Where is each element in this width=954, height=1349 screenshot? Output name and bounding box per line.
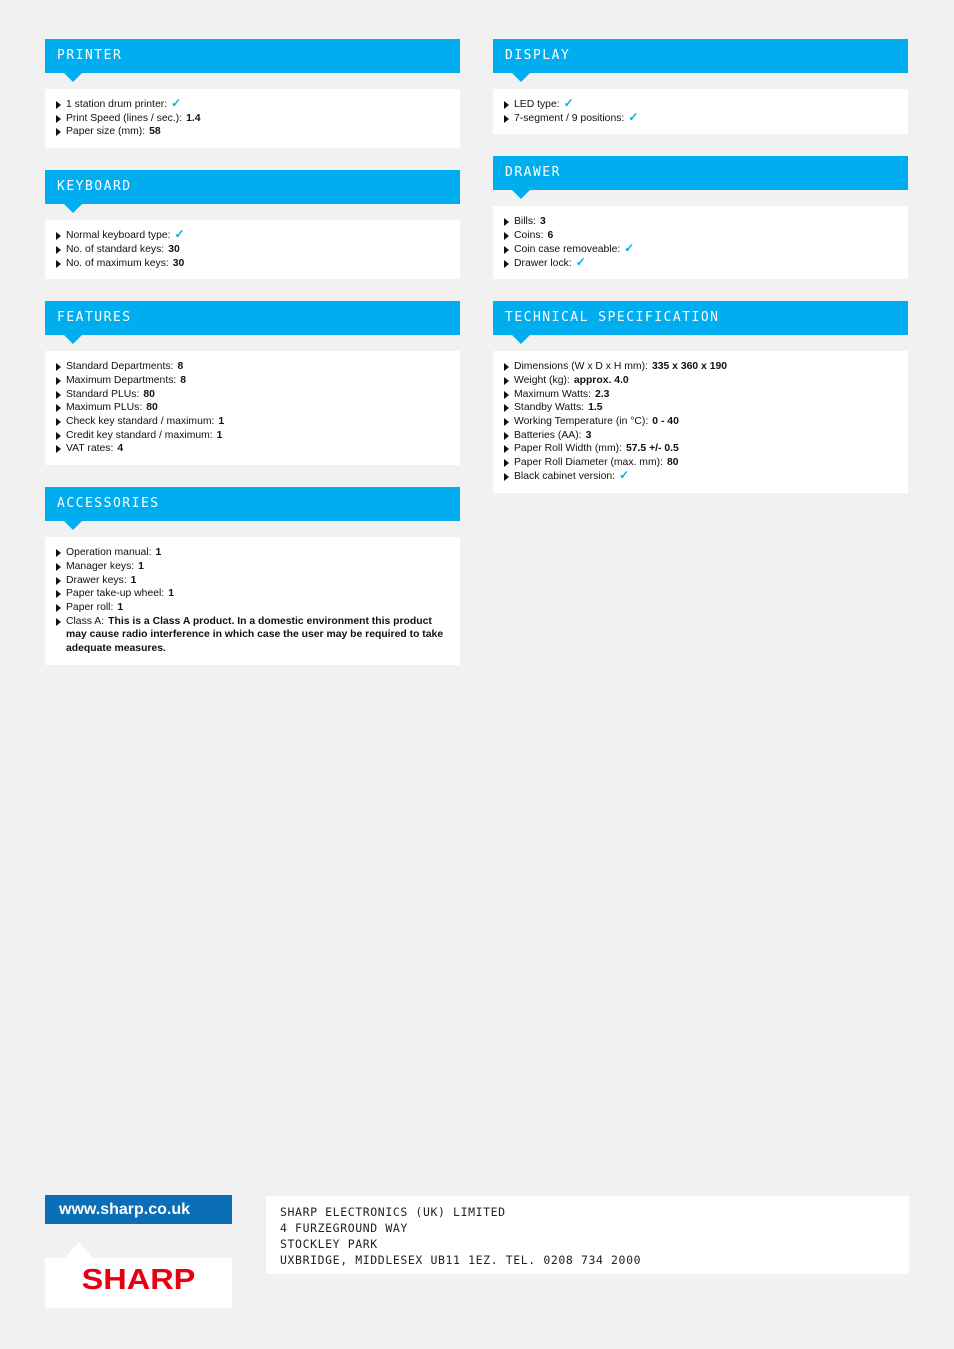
bullet-arrow-icon [56, 232, 61, 240]
bullet-arrow-icon [504, 232, 509, 240]
spec-value: 2.3 [594, 388, 610, 400]
spec-label: 7-segment / 9 positions: [514, 112, 625, 124]
spec-value: 1 [155, 547, 162, 559]
section-body [45, 220, 460, 279]
spec-item [503, 415, 898, 429]
spec-item [55, 388, 450, 402]
spec-value: 8 [180, 374, 187, 386]
spec-item [55, 574, 450, 588]
section-header: DISPLAY [493, 39, 908, 73]
spec-label: Standard PLUs: [66, 388, 140, 400]
section-body [45, 351, 460, 465]
section-header: PRINTER [45, 39, 460, 73]
spec-label: Drawer keys: [66, 574, 127, 586]
bullet-arrow-icon [504, 418, 509, 426]
spec-item [55, 125, 450, 139]
sharp-logo [45, 1258, 232, 1308]
bullet-arrow-icon [504, 246, 509, 254]
spec-value: 3 [585, 429, 592, 441]
spec-item [503, 401, 898, 415]
spec-value: 1.4 [186, 112, 201, 124]
spec-item [503, 467, 898, 484]
section-header: KEYBOARD [45, 170, 460, 204]
spec-label: Drawer lock: [514, 257, 572, 269]
spec-label: Batteries (AA): [514, 429, 582, 441]
spec-value: 1 [138, 560, 144, 572]
spec-item [55, 401, 450, 415]
spec-value: approx. 4.0 [573, 374, 629, 386]
address-line: SHARP ELECTRONICS (UK) LIMITED [280, 1205, 506, 1219]
spec-value: 1 [130, 574, 137, 586]
bullet-arrow-icon [56, 418, 61, 426]
bullet-arrow-icon [56, 115, 61, 123]
spec-label: Standby Watts: [514, 402, 585, 414]
bullet-arrow-icon [504, 377, 509, 385]
spec-item [55, 546, 450, 560]
address-line: STOCKLEY PARK [280, 1237, 378, 1251]
spec-item [55, 429, 450, 443]
spec-item [55, 615, 450, 656]
spec-item [55, 360, 450, 374]
bullet-arrow-icon [504, 363, 509, 371]
spec-label: 1 station drum printer: [66, 99, 168, 110]
spec-item [503, 456, 898, 470]
spec-label: Paper take-up wheel: [66, 588, 165, 600]
spec-item [503, 109, 898, 126]
bullet-arrow-icon [56, 101, 61, 109]
sharp-logo-text: SHARP [81, 1264, 196, 1296]
spec-value: 1.5 [588, 402, 603, 414]
spec-item [503, 240, 898, 257]
website-link[interactable]: www.sharp.co.uk [45, 1195, 232, 1224]
spec-label: Manager keys: [66, 560, 135, 572]
bullet-arrow-icon [56, 445, 61, 453]
spec-item [55, 587, 450, 601]
bullet-arrow-icon [56, 432, 61, 440]
spec-value: 80 [143, 388, 155, 400]
spec-value: 58 [149, 126, 161, 138]
bullet-arrow-icon [56, 404, 61, 412]
spec-label: Paper Roll Diameter (max. mm): [514, 457, 663, 469]
spec-item [55, 415, 450, 429]
spec-value: 57.5 +/- 0.5 [625, 443, 679, 455]
bullet-arrow-icon [56, 128, 61, 136]
spec-value: 3 [539, 216, 546, 228]
section-keyboard [45, 170, 460, 279]
address-line: UXBRIDGE, MIDDLESEX UB11 1EZ. TEL. 0208 734 2000 [280, 1253, 642, 1267]
spec-value: 30 [168, 243, 180, 255]
section-body [45, 89, 460, 148]
spec-item [503, 98, 898, 112]
check-icon: ✓ [575, 254, 586, 269]
spec-item [55, 229, 450, 243]
bullet-arrow-icon [56, 604, 61, 612]
spec-value: 4 [117, 443, 124, 455]
spec-label: Working Temperature (in °C): [514, 416, 649, 428]
section-header: FEATURES [45, 301, 460, 335]
check-icon: ✓ [563, 96, 574, 110]
bullet-arrow-icon [56, 391, 61, 399]
spec-label: Paper Roll Width (mm): [514, 443, 622, 455]
bullet-arrow-icon [56, 549, 61, 557]
bullet-arrow-icon [56, 377, 61, 385]
spec-item [503, 429, 898, 443]
spec-value: 0 - 40 [652, 416, 679, 428]
section-header: ACCESSORIES [45, 487, 460, 521]
bullet-arrow-icon [56, 260, 61, 268]
spec-label: Class A: [66, 615, 105, 627]
bullet-arrow-icon [504, 404, 509, 412]
spec-label: Bills: [514, 216, 536, 228]
right-column [493, 39, 908, 515]
spec-item [503, 254, 898, 271]
bullet-arrow-icon [504, 391, 509, 399]
spec-label: VAT rates: [66, 443, 114, 455]
spec-label: Check key standard / maximum: [66, 416, 215, 428]
spec-label: Black cabinet version: [514, 470, 616, 482]
spec-label: Coin case removeable: [514, 243, 621, 255]
spec-value: 80 [146, 402, 158, 414]
spec-value: 335 x 360 x 190 [651, 361, 728, 373]
section-body [493, 351, 908, 492]
spec-item [503, 229, 898, 243]
spec-item [55, 374, 450, 388]
section-accessories [45, 487, 460, 665]
spec-item [55, 98, 450, 112]
spec-label: LED type: [514, 99, 560, 110]
bullet-arrow-icon [504, 260, 509, 268]
section-header: TECHNICAL SPECIFICATION [493, 301, 908, 335]
spec-label: Normal keyboard type: [66, 230, 171, 242]
spec-label: Dimensions (W x D x H mm): [514, 361, 648, 373]
bullet-arrow-icon [56, 363, 61, 371]
spec-value: 8 [177, 361, 184, 373]
bullet-arrow-icon [504, 459, 509, 467]
spec-value: 30 [172, 257, 185, 269]
spec-value: 1 [218, 416, 225, 428]
spec-value: 6 [547, 230, 554, 242]
spec-label: Maximum PLUs: [66, 402, 143, 414]
spec-item [55, 112, 450, 126]
spec-label: Maximum Departments: [66, 374, 177, 386]
spec-item [55, 257, 450, 271]
section-technical-specification [493, 301, 908, 492]
check-icon: ✓ [624, 240, 635, 255]
spec-item [503, 374, 898, 388]
section-body [493, 89, 908, 134]
check-icon: ✓ [628, 109, 639, 124]
bullet-arrow-icon [56, 246, 61, 254]
spec-label: Paper size (mm): [66, 126, 146, 138]
company-address [266, 1196, 909, 1274]
check-icon: ✓ [174, 227, 185, 242]
bullet-arrow-icon [56, 563, 61, 571]
spec-label: Coins: [514, 230, 544, 242]
spec-label: Paper roll: [66, 601, 114, 613]
spec-label: Maximum Watts: [514, 388, 591, 400]
spec-label: Credit key standard / maximum: [66, 429, 213, 441]
section-display [493, 39, 908, 134]
spec-item [55, 442, 450, 456]
spec-value: 1 [168, 588, 174, 600]
spec-item [503, 360, 898, 374]
check-icon: ✓ [171, 96, 182, 110]
section-drawer [493, 156, 908, 279]
bullet-arrow-icon [56, 577, 61, 585]
spec-value: 1 [117, 601, 124, 613]
spec-label: Operation manual: [66, 547, 152, 559]
bullet-arrow-icon [504, 218, 509, 226]
spec-item [55, 560, 450, 574]
spec-value: 1 [216, 429, 223, 441]
spec-value: 80 [666, 457, 679, 469]
bullet-arrow-icon [504, 445, 509, 453]
spec-label: No. of standard keys: [66, 243, 165, 255]
spec-label: No. of maximum keys: [66, 257, 169, 269]
spec-label: Print Speed (lines / sec.): [66, 112, 183, 124]
bullet-arrow-icon [56, 618, 61, 626]
address-line: 4 FURZEGROUND WAY [280, 1221, 408, 1235]
bullet-arrow-icon [504, 432, 509, 440]
section-body [45, 537, 460, 665]
bullet-arrow-icon [504, 115, 509, 123]
bullet-arrow-icon [504, 473, 509, 481]
spec-item [55, 243, 450, 257]
spec-item [503, 442, 898, 456]
bullet-arrow-icon [504, 101, 509, 109]
spec-value: This is a Class A product. In a domestic environment this product may cause radio interference in which case the user may be required to take adequate measures. [66, 615, 444, 655]
check-icon: ✓ [619, 467, 630, 482]
section-header: DRAWER [493, 156, 908, 190]
section-printer [45, 39, 460, 148]
section-body [493, 206, 908, 279]
bullet-arrow-icon [56, 590, 61, 598]
spec-label: Standard Departments: [66, 361, 174, 373]
spec-item [503, 388, 898, 402]
spec-label: Weight (kg): [514, 374, 570, 386]
left-column [45, 39, 460, 687]
spec-item [503, 215, 898, 229]
section-features [45, 301, 460, 465]
spec-item [55, 601, 450, 615]
